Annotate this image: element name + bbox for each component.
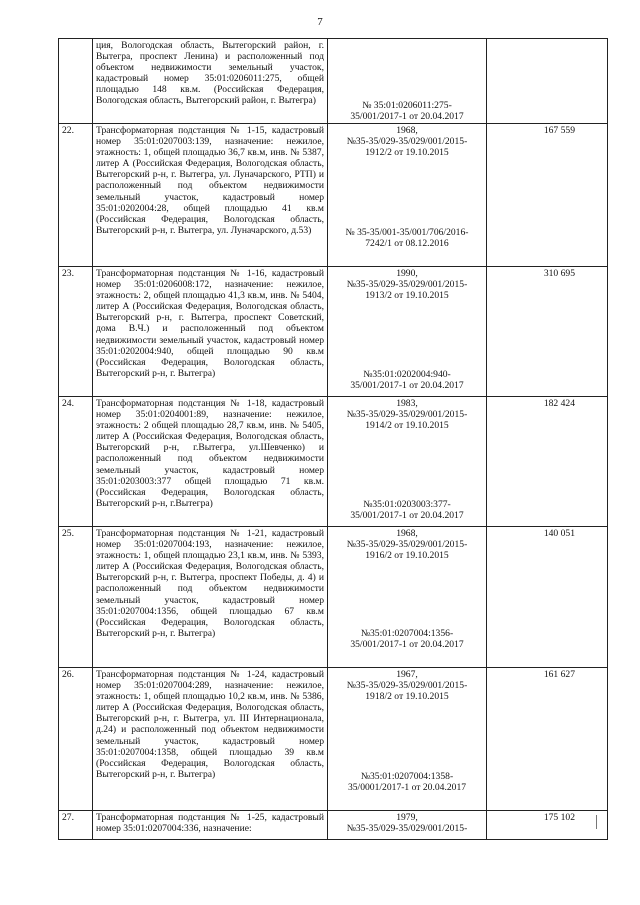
registration-cell xyxy=(328,811,487,840)
description-text: Трансформаторная подстанция № 1-18, кадастровый номер 35:01:0204001:89, назначение: нежилое, этажность: 2 общей площадью 28,7 кв.м, инв. № 5405, литер А (Российская Федерация, Вологодская область, Вытегорский р-н, г.Вытегра, ул.Шевченко) и расположенный под объектом недвижимости земельный участок, кадастровый номер 35:01:0203003:377 общей площадью 71 кв.м. (Российская Федерация, Вологодская область, Вытегорский р-н, г.Вытегра) xyxy=(96,398,324,509)
table-row xyxy=(59,527,608,668)
property-description xyxy=(93,397,328,527)
property-description xyxy=(93,527,328,668)
table-row xyxy=(59,39,608,124)
description-text: Трансформаторная подстанция № 1-15, кадастровый номер 35:01:0207003:139, назначение: нежилое, этажность: 1, общей площадью 36,7 кв.м, инв. № 5387, литер А (Российская Федерация, Вологодская область, Вытегорский р-н, г. Вытегра, ул. Луначарского, РТП) и расположенный под объектом недвижимости земельный участок, кадастровый номер 35:01:0202004:28, общей площадью 41 кв.м (Российская Федерация, Вологодская область, Вытегорский р-н, г. Вытегра, ул. Луначарского, д.53) xyxy=(96,125,324,236)
value-cell xyxy=(487,668,608,811)
table-row xyxy=(59,811,608,840)
registration-land: №35:01:0207004:1358- 35/0001/2017-1 от 20.04.2017 xyxy=(347,770,467,793)
row-number xyxy=(59,39,93,124)
row-number: 27. xyxy=(59,811,93,840)
registration-building: 1968, №35-35/029-35/029/001/2015- 1916/2 от 19.10.2015 xyxy=(346,528,468,562)
table-row xyxy=(59,397,608,527)
table-row xyxy=(59,267,608,397)
property-value: 140 051 xyxy=(543,528,575,539)
row-number: 25. xyxy=(59,527,93,668)
property-value: 167 559 xyxy=(543,125,575,136)
property-description xyxy=(93,124,328,267)
property-description xyxy=(93,267,328,397)
property-value: 175 102 xyxy=(543,812,575,823)
registration-building: 1968, №35-35/029-35/029/001/2015- 1912/2 от 19.10.2015 xyxy=(346,125,468,159)
row-number: 23. xyxy=(59,267,93,397)
value-cell xyxy=(487,39,608,124)
description-text: Трансформаторная подстанция № 1-21, кадастровый номер 35:01:0207004:193, назначение: нежилое, этажность: 1, общей площадью 23,1 кв.м, инв. № 5393, литер А (Российская Федерация, Вологодская область, Вытегорский р-н, г. Вытегра, проспект Победы, д. 4) и расположенный под объектом недвижимости земельный участок, кадастровый номер 35:01:0207004:1356, общей площадью 67 кв.м (Российская Федерация, Вологодская область, Вытегорский р-н, г. Вытегра) xyxy=(96,528,324,639)
value-cell xyxy=(487,527,608,668)
registration-cell xyxy=(328,527,487,668)
registration-land: № 35:01:0206011:275- 35/001/2017-1 от 20.04.2017 xyxy=(350,99,464,122)
page-number: 7 xyxy=(317,16,323,28)
value-cell xyxy=(487,124,608,267)
registration-land: №35:01:0202004:940- 35/001/2017-1 от 20.04.2017 xyxy=(350,368,464,391)
description-text: Трансформаторная подстанция № 1-25, кадастровый номер 35:01:0207004:336, назначение: xyxy=(96,812,324,835)
property-description xyxy=(93,668,328,811)
row-number: 26. xyxy=(59,668,93,811)
registration-cell xyxy=(328,124,487,267)
property-value: 182 424 xyxy=(543,398,575,409)
table-row xyxy=(59,124,608,267)
registration-land: №35:01:0207004:1356- 35/001/2017-1 от 20.04.2017 xyxy=(350,627,464,650)
property-value: 310 695 xyxy=(543,268,575,279)
registration-cell xyxy=(328,39,487,124)
registration-building: 1979, №35-35/029-35/029/001/2015- xyxy=(346,812,468,835)
property-description xyxy=(93,39,328,124)
table-row xyxy=(59,668,608,811)
value-cell xyxy=(487,267,608,397)
row-number: 22. xyxy=(59,124,93,267)
registration-building: 1983, №35-35/029-35/029/001/2015- 1914/2 от 19.10.2015 xyxy=(346,398,468,432)
property-table xyxy=(58,38,608,840)
registration-cell xyxy=(328,267,487,397)
property-value: 161 627 xyxy=(543,669,575,680)
registration-cell xyxy=(328,668,487,811)
registration-cell xyxy=(328,397,487,527)
property-description xyxy=(93,811,328,840)
margin-mark xyxy=(596,815,597,829)
registration-land: №35:01:0203003:377- 35/001/2017-1 от 20.04.2017 xyxy=(350,498,464,521)
registration-building: 1967, №35-35/029-35/029/001/2015- 1918/2 от 19.10.2015 xyxy=(346,669,468,703)
description-text: Трансформаторная подстанция № 1-24, кадастровый номер 35:01:0207004:289, назначение: нежилое, этажность: 1, общей площадью 10,2 кв.м, инв. № 5386, литер А (Российская Федерация, Вологодская область, Вытегорский р-н, г. Вытегра, ул. III Интернационала, д.24) и расположенный под объектом недвижимости земельный участок, кадастровый номер 35:01:0207004:1358, общей площадью 39 кв.м (Российская Федерация, Вологодская область, Вытегорский р-н, г. Вытегра) xyxy=(96,669,324,780)
value-cell xyxy=(487,811,608,840)
value-cell xyxy=(487,397,608,527)
row-number: 24. xyxy=(59,397,93,527)
description-text: Трансформаторная подстанция № 1-16, кадастровый номер 35:01:0206008:172, назначение: нежилое, этажность: 2, общей площадью 41,3 кв.м, инв. № 5404, литер А (Российская Федерация, Вологодская область, Вытегорский р-н, г. Вытегра, проспект Советский, дома В.Ч.) и расположенный под объектом недвижимости земельный участок, кадастровый номер 35:01:0202004:940, общей площадью 90 кв.м (Российская Федерация, Вологодская область, Вытегорский р-н, г. Вытегра) xyxy=(96,268,324,379)
description-text: ция, Вологодская область, Вытегорский район, г. Вытегра, проспект Ленина) и расположенный под объектом недвижимости земельный участок, кадастровый номер 35:01:0206011:275, общей площадью 148 кв.м. (Российская Федерация, Вологодская область, Вытегорский район, г. Вытегра) xyxy=(96,40,324,107)
registration-land: № 35-35/001-35/001/706/2016- 7242/1 от 08.12.2016 xyxy=(345,226,469,249)
registration-building: 1990, №35-35/029-35/029/001/2015- 1913/2 от 19.10.2015 xyxy=(346,268,468,302)
